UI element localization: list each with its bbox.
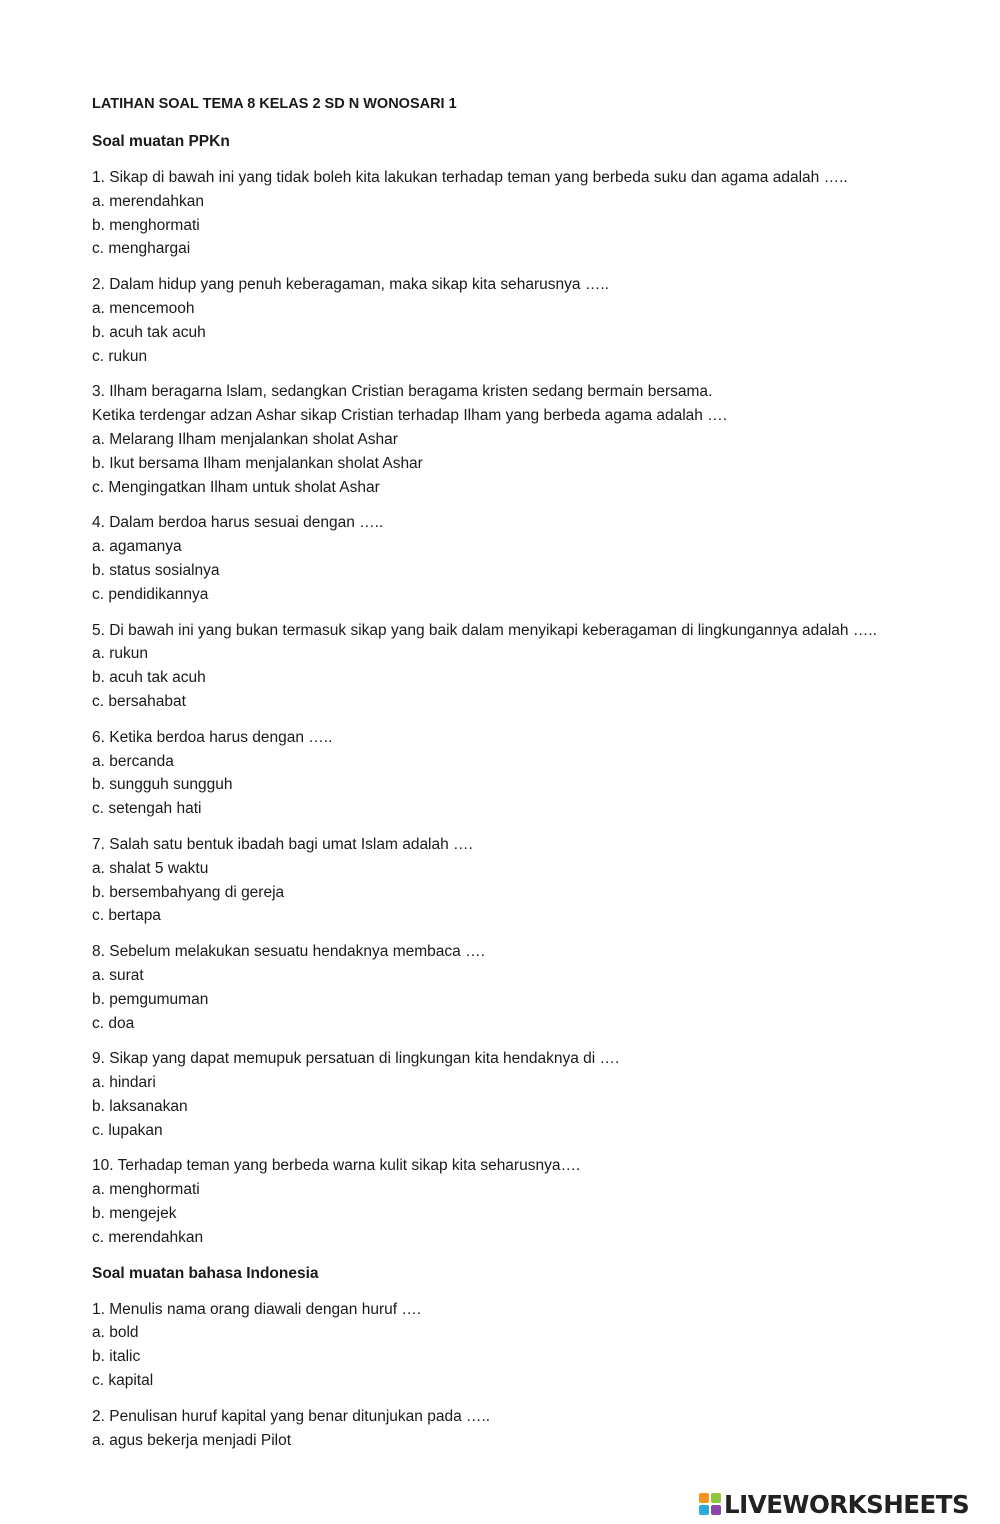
answer-option: c. bersahabat <box>92 692 186 710</box>
question-text: 3. Ilham beragarna lslam, sedangkan Cristian beragama kristen sedang bermain bersama. <box>92 383 713 401</box>
logo-text: LIVEWORKSHEETS <box>724 1489 970 1519</box>
question-text: 1. Menulis nama orang diawali dengan huruf …. <box>92 1300 422 1318</box>
logo-square-purple <box>711 1505 721 1515</box>
answer-option: a. Melarang Ilham menjalankan sholat Ashar <box>92 430 398 448</box>
answer-option: c. setengah hati <box>92 800 202 818</box>
question <box>92 1298 972 1393</box>
answer-option: c. merendahkan <box>92 1228 204 1246</box>
question-text: 5. Di bawah ini yang bukan termasuk sikap yang baik dalam menyikapi keberagaman di lingkungannya adalah ….. <box>92 621 877 639</box>
question-text: 10. Terhadap teman yang berbeda warna kulit sikap kita seharusnya…. <box>92 1157 581 1175</box>
answer-option: c. kapital <box>92 1372 154 1390</box>
answer-option: a. mencemooh <box>92 299 195 317</box>
answer-option: c. pendidikannya <box>92 585 209 603</box>
answer-option: b. mengejek <box>92 1205 177 1223</box>
answer-option: b. bersembahyang di gereja <box>92 883 285 901</box>
answer-option: b. acuh tak acuh <box>92 323 206 341</box>
answer-option: b. italic <box>92 1348 141 1366</box>
logo-square-orange <box>699 1493 709 1503</box>
question-text: Ketika terdengar adzan Ashar sikap Cristian terhadap Ilham yang berbeda agama adalah …. <box>92 407 728 425</box>
answer-option: c. rukun <box>92 347 148 365</box>
question-text: 7. Salah satu bentuk ibadah bagi umat Islam adalah …. <box>92 835 473 853</box>
answer-option: a. agus bekerja menjadi Pilot <box>92 1431 292 1449</box>
question <box>92 1154 972 1249</box>
answer-option: a. hindari <box>92 1074 156 1092</box>
answer-option: a. surat <box>92 966 144 984</box>
answer-option: b. acuh tak acuh <box>92 669 206 687</box>
question <box>92 511 972 606</box>
answer-option: b. status sosialnya <box>92 561 220 579</box>
answer-option: a. bold <box>92 1324 139 1342</box>
question <box>92 726 972 821</box>
question-text: 9. Sikap yang dapat memupuk persatuan di lingkungan kita hendaknya di …. <box>92 1050 620 1068</box>
logo-square-blue <box>699 1505 709 1515</box>
worksheet-document <box>92 92 972 1464</box>
answer-option: a. merendahkan <box>92 192 205 210</box>
answer-option: a. agamanya <box>92 538 182 556</box>
logo-square-green <box>711 1493 721 1503</box>
answer-option: c. menghargai <box>92 240 191 258</box>
answer-option: b. Ikut bersama Ilham menjalankan sholat Ashar <box>92 454 423 472</box>
answer-option: b. laksanakan <box>92 1097 188 1115</box>
answer-option: a. shalat 5 waktu <box>92 859 209 877</box>
answer-option: c. bertapa <box>92 907 161 925</box>
liveworksheets-logo-icon <box>698 1492 722 1516</box>
answer-option: c. doa <box>92 1014 135 1032</box>
answer-option: c. Mengingatkan Ilham untuk sholat Ashar <box>92 478 380 496</box>
answer-option: a. rukun <box>92 645 149 663</box>
question-text: 2. Dalam hidup yang penuh keberagaman, maka sikap kita seharusnya ….. <box>92 276 609 294</box>
question <box>92 1047 972 1142</box>
question <box>92 166 972 261</box>
answer-option: b. menghormati <box>92 216 200 234</box>
question <box>92 273 972 368</box>
question <box>92 1405 972 1453</box>
section-heading: Soal muatan bahasa Indonesia <box>92 1264 319 1282</box>
question <box>92 380 972 499</box>
answer-option: a. bercanda <box>92 752 174 770</box>
answer-option: b. sungguh sungguh <box>92 776 233 794</box>
answer-option: b. pemgumuman <box>92 990 209 1008</box>
question <box>92 833 972 928</box>
section-heading: Soal muatan PPKn <box>92 133 230 150</box>
question-text: 8. Sebelum melakukan sesuatu hendaknya membaca …. <box>92 943 485 961</box>
question-text: 4. Dalam berdoa harus sesuai dengan ….. <box>92 514 384 532</box>
section <box>92 1262 972 1453</box>
question-text: 6. Ketika berdoa harus dengan ….. <box>92 728 333 746</box>
question-text: 2. Penulisan huruf kapital yang benar ditunjukan pada ….. <box>92 1407 491 1425</box>
section <box>92 130 972 1250</box>
answer-option: c. lupakan <box>92 1121 163 1139</box>
page-title: LATIHAN SOAL TEMA 8 KELAS 2 SD N WONOSARI 1 <box>92 96 457 112</box>
sections-container <box>92 130 972 1452</box>
question-text: 1. Sikap di bawah ini yang tidak boleh kita lakukan terhadap teman yang berbeda suku dan agama adalah ….. <box>92 169 848 186</box>
question <box>92 940 972 1035</box>
answer-option: a. menghormati <box>92 1181 200 1199</box>
question <box>92 619 972 714</box>
liveworksheets-logo <box>698 1488 969 1520</box>
